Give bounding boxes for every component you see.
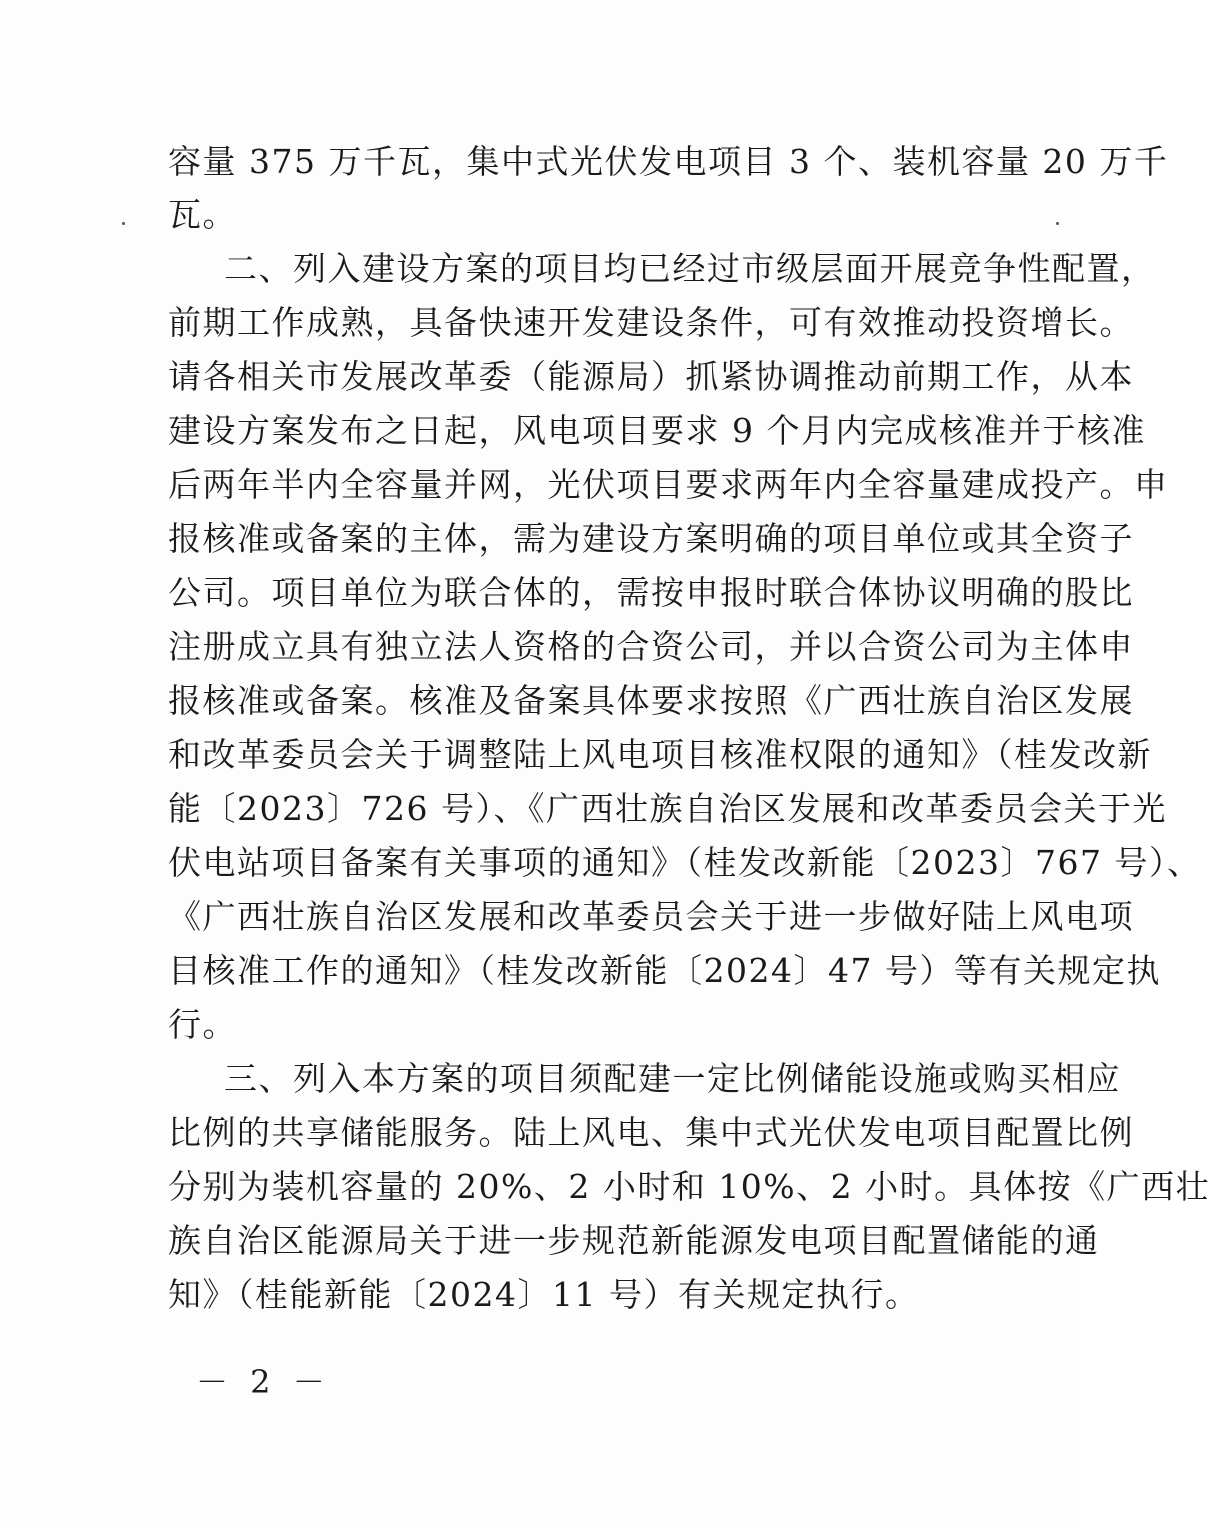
text-line-9: 公司。项目单位为联合体的，需按申报时联合体协议明确的股比 — [168, 573, 1134, 612]
scan-speck — [122, 222, 125, 225]
text-line-5: 请各相关市发展改革委（能源局）抓紧协调推动前期工作，从本 — [168, 357, 1134, 396]
text-line-11: 报核准或备案。核准及备案具体要求按照《广西壮族自治区发展 — [168, 681, 1134, 720]
text-line-16: 目核准工作的通知》（桂发改新能〔2024〕47 号）等有关规定执 — [168, 951, 1161, 990]
text-line-6: 建设方案发布之日起，风电项目要求 9 个月内完成核准并于核准 — [168, 411, 1146, 450]
text-line-19: 比例的共享储能服务。陆上风电、集中式光伏发电项目配置比例 — [168, 1113, 1134, 1152]
text-line-1: 容量 375 万千瓦，集中式光伏发电项目 3 个、装机容量 20 万千 — [168, 142, 1169, 181]
page-number: － 2 － — [196, 1363, 331, 1401]
text-line-8: 报核准或备案的主体，需为建设方案明确的项目单位或其全资子 — [168, 519, 1134, 558]
text-line-13: 能〔2023〕726 号）、《广西壮族自治区发展和改革委员会关于光 — [168, 789, 1167, 828]
text-line-20: 分别为装机容量的 20%、2 小时和 10%、2 小时。具体按《广西壮 — [168, 1167, 1210, 1206]
section-2-heading-line: 二、列入建设方案的项目均已经过市级层面开展竞争性配置， — [224, 249, 1156, 288]
text-line-2: 瓦。 — [168, 195, 237, 234]
text-line-10: 注册成立具有独立法人资格的合资公司，并以合资公司为主体申 — [168, 627, 1134, 666]
text-line-14: 伏电站项目备案有关事项的通知》（桂发改新能〔2023〕767 号）、 — [168, 843, 1202, 882]
scan-speck — [1056, 222, 1059, 225]
text-line-12: 和改革委员会关于调整陆上风电项目核准权限的通知》（桂发改新 — [168, 735, 1152, 774]
section-3-heading-line: 三、列入本方案的项目须配建一定比例储能设施或购买相应 — [224, 1059, 1121, 1098]
text-line-7: 后两年半内全容量并网，光伏项目要求两年内全容量建成投产。申 — [168, 465, 1169, 504]
text-line-15: 《广西壮族自治区发展和改革委员会关于进一步做好陆上风电项 — [168, 897, 1134, 936]
text-line-21: 族自治区能源局关于进一步规范新能源发电项目配置储能的通 — [168, 1221, 1100, 1260]
text-line-17: 行。 — [168, 1005, 237, 1044]
text-line-4: 前期工作成熟，具备快速开发建设条件，可有效推动投资增长。 — [168, 303, 1134, 342]
text-line-22: 知》（桂能新能〔2024〕11 号）有关规定执行。 — [168, 1275, 920, 1314]
